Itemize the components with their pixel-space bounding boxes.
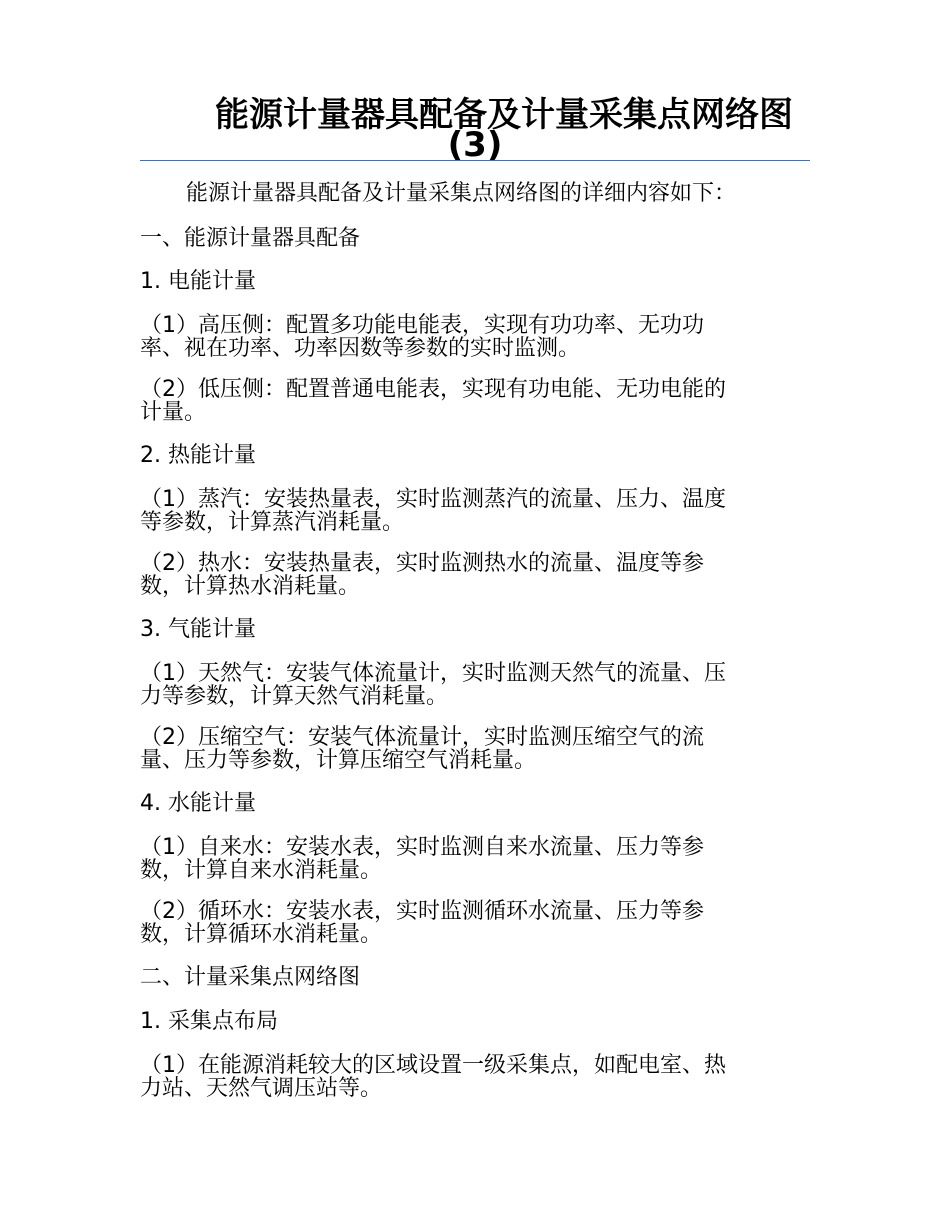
paragraph-line: 计量。 [140, 400, 207, 425]
paragraph-line: （1）天然气：安装气体流量计，实时监测天然气的流量、压 [140, 661, 726, 686]
paragraph-water-circulating [140, 900, 810, 946]
paragraph-line: （2）压缩空气：安装气体流量计，实时监测压缩空气的流 [140, 725, 704, 750]
subsection-heading-layout: 1. 采集点布局 [140, 1009, 278, 1034]
paragraph-heat-hot-water [140, 552, 810, 598]
paragraph-layout-primary-points [140, 1054, 810, 1100]
paragraph-electric-high-voltage [140, 314, 810, 360]
document-title [140, 95, 810, 165]
paragraph-line: （1）在能源消耗较大的区域设置一级采集点，如配电室、热 [140, 1053, 726, 1078]
subsection-heading-heat: 2. 热能计量 [140, 443, 256, 468]
paragraph-line: （2）循环水：安装水表，实时监测循环水流量、压力等参 [140, 899, 704, 924]
paragraph-line: （1）高压侧：配置多功能电能表，实现有功功率、无功功 [140, 313, 704, 338]
paragraph-line: （1）自来水：安装水表，实时监测自来水流量、压力等参 [140, 835, 704, 860]
title-divider [140, 160, 810, 161]
intro-paragraph: 能源计量器具配备及计量采集点网络图的详细内容如下： [186, 181, 737, 206]
paragraph-line: 数，计算循环水消耗量。 [140, 922, 383, 947]
paragraph-line: 数，计算自来水消耗量。 [140, 858, 383, 883]
paragraph-line: （2）热水：安装热量表，实时监测热水的流量、温度等参 [140, 551, 704, 576]
subsection-heading-electric: 1. 电能计量 [140, 269, 256, 294]
subsection-heading-gas: 3. 气能计量 [140, 617, 256, 642]
title-line-2: (3) [447, 125, 503, 165]
title-line-1: 能源计量器具配备及计量采集点网络图 [215, 95, 793, 135]
paragraph-heat-steam [140, 488, 810, 534]
paragraph-line: （2）低压侧：配置普通电能表，实现有功电能、无功电能的 [140, 377, 726, 402]
paragraph-gas-natural-gas [140, 662, 810, 708]
paragraph-line: 力等参数，计算天然气消耗量。 [140, 684, 449, 709]
paragraph-line: 率、视在功率、功率因数等参数的实时监测。 [140, 336, 581, 361]
paragraph-line: 数，计算热水消耗量。 [140, 574, 361, 599]
subsection-heading-water: 4. 水能计量 [140, 791, 256, 816]
paragraph-line: （1）蒸汽：安装热量表，实时监测蒸汽的流量、压力、温度 [140, 487, 726, 512]
paragraph-line: 量、压力等参数，计算压缩空气消耗量。 [140, 748, 537, 773]
paragraph-electric-low-voltage [140, 378, 810, 424]
paragraph-line: 力站、天然气调压站等。 [140, 1076, 383, 1101]
paragraph-water-tap [140, 836, 810, 882]
section-heading-1: 一、能源计量器具配备 [140, 226, 361, 251]
section-heading-2: 二、计量采集点网络图 [140, 965, 361, 990]
paragraph-gas-compressed-air [140, 726, 810, 772]
paragraph-line: 等参数，计算蒸汽消耗量。 [140, 510, 405, 535]
